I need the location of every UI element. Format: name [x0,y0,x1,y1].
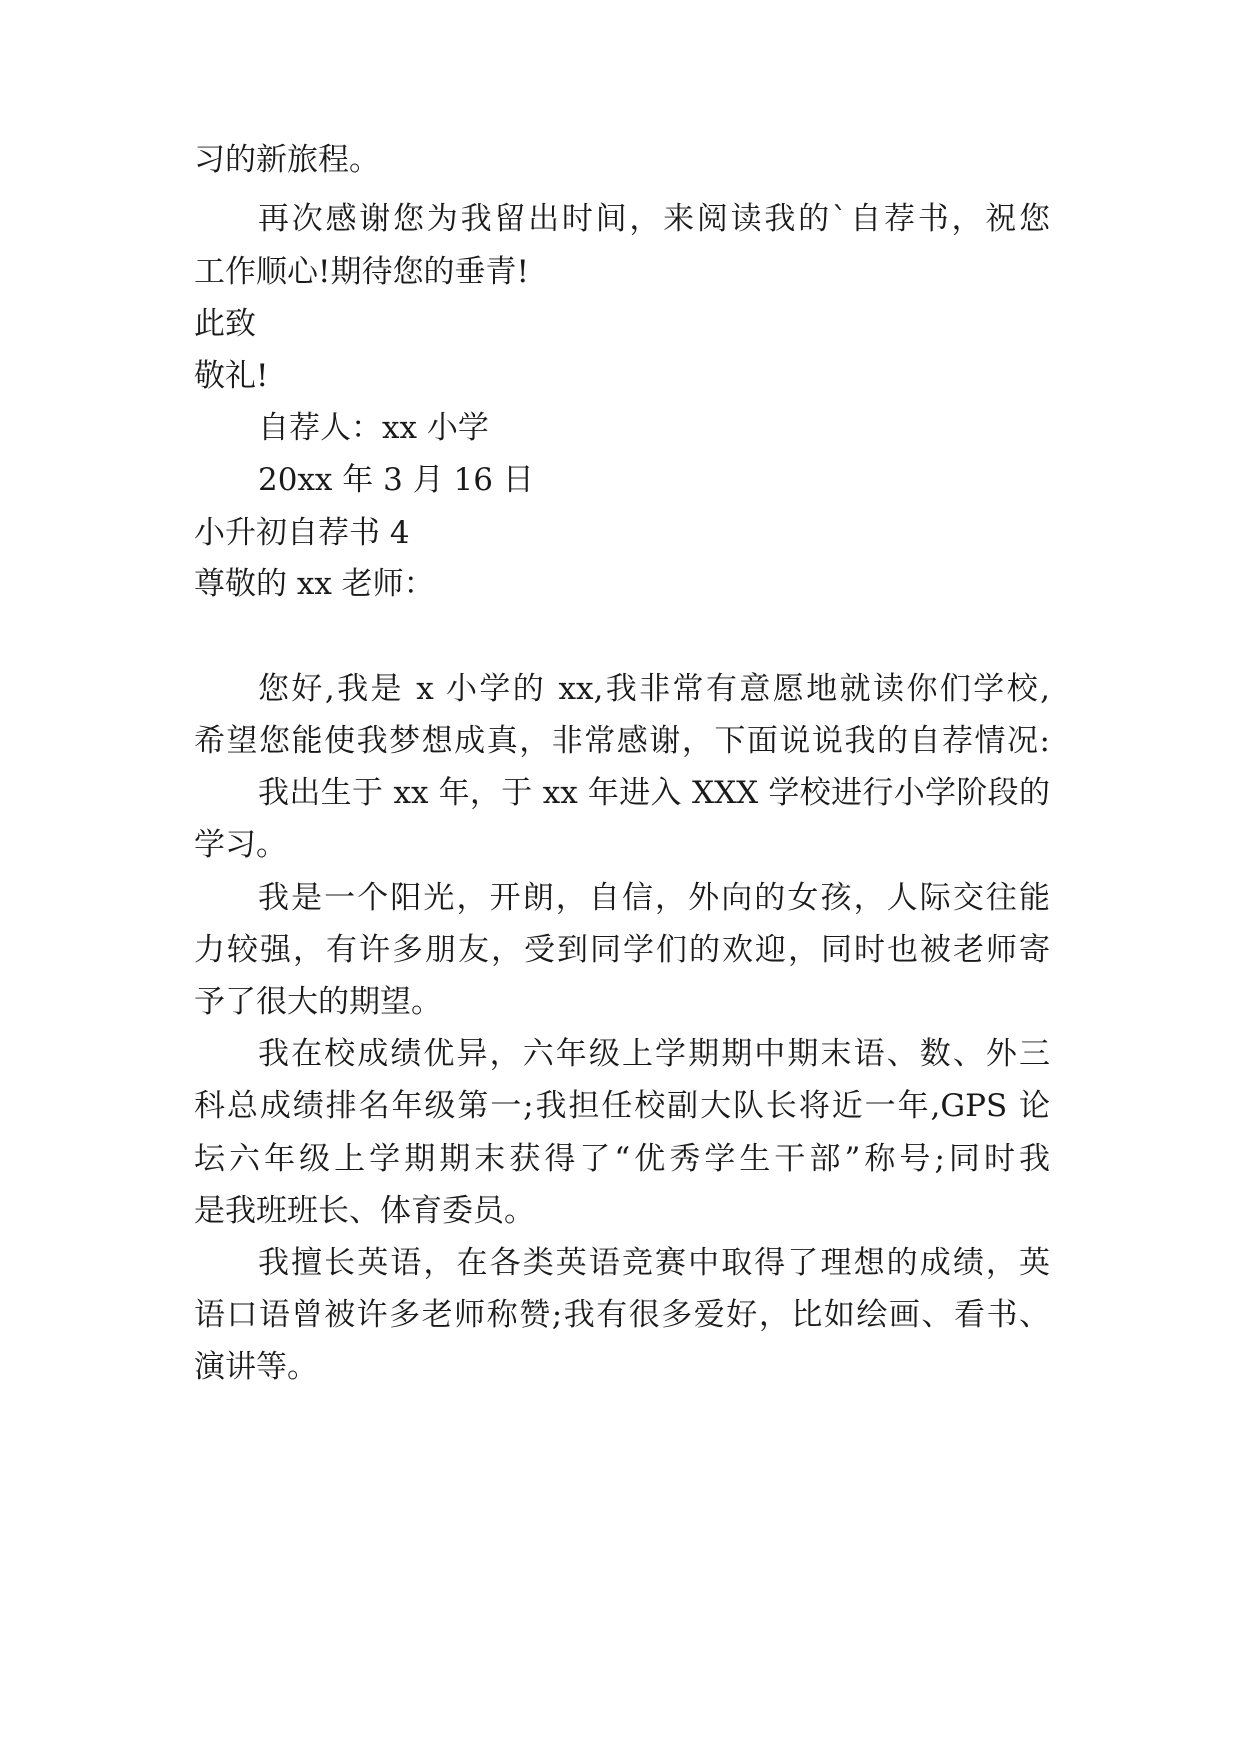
signature-line: 自荐人：xx 小学 [258,410,489,446]
paragraph-line: 习的新旅程。 [194,142,380,178]
date-line: 20xx 年 3 月 16 日 [258,462,534,498]
paragraph-line: 我在校成绩优异，六年级上学期期中期末语、数、外三 [258,1036,1050,1072]
paragraph-line: 学习。 [194,827,287,863]
paragraph-line: 您好,我是 x 小学的 xx,我非常有意愿地就读你们学校, [258,671,1050,707]
paragraph-line: 再次感谢您为我留出时间，来阅读我的`自荐书，祝您 [258,201,1050,237]
section-title: 小升初自荐书 4 [194,515,410,551]
paragraph-line: 科总成绩排名年级第一;我担任校副大队长将近一年,GPS 论 [194,1088,1050,1124]
paragraph-line: 语口语曾被许多老师称赞;我有很多爱好，比如绘画、看书、 [194,1297,1050,1333]
paragraph-line: 我出生于 xx 年，于 xx 年进入 XXX 学校进行小学阶段的 [258,775,1050,811]
closing-line: 此致 [194,306,256,342]
paragraph-line: 我擅长英语，在各类英语竞赛中取得了理想的成绩，英 [258,1245,1050,1281]
paragraph-line: 工作顺心!期待您的垂青! [194,254,529,290]
paragraph-line: 坛六年级上学期期末获得了“优秀学生干部”称号;同时我 [194,1141,1050,1177]
paragraph-line: 是我班班长、体育委员。 [194,1193,535,1229]
paragraph-line: 我是一个阳光，开朗，自信，外向的女孩，人际交往能 [258,880,1050,916]
paragraph-line: 希望您能使我梦想成真，非常感谢，下面说说我的自荐情况: [194,723,1050,759]
closing-line: 敬礼! [194,358,269,394]
paragraph-line: 力较强，有许多朋友，受到同学们的欢迎，同时也被老师寄 [194,932,1050,968]
salutation-line: 尊敬的 xx 老师： [194,566,435,602]
paragraph-line: 予了很大的期望。 [194,984,442,1020]
paragraph-line: 演讲等。 [194,1349,318,1385]
